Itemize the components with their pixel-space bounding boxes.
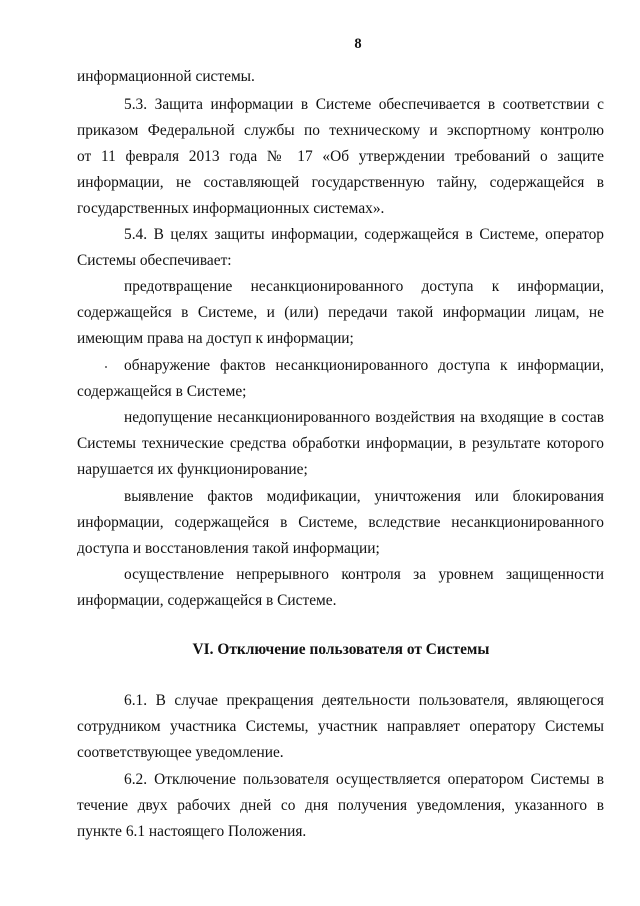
text-line: приказом Федеральной службы по техническому и экспортному контролю	[77, 122, 604, 139]
text-line: информации, содержащейся в Системе, вследствие несанкционированного	[77, 514, 604, 531]
text-line: имеющим права на доступ к информации;	[77, 330, 354, 347]
text-line: 5.3. Защита информации в Системе обеспечивается в соответствии с	[124, 96, 604, 113]
section-heading: VI. Отключение пользователя от Системы	[192, 641, 490, 658]
text-line: обнаружение фактов несанкционированного доступа к информации,	[124, 357, 604, 374]
text-line: сотрудником участника Системы, участник направляет оператору Системы	[77, 718, 604, 735]
text-line: Системы технические средства обработки информации, в результате которого	[77, 435, 604, 452]
text-line: предотвращение несанкционированного доступа к информации,	[124, 278, 604, 295]
text-line: соответствующее уведомление.	[77, 744, 284, 761]
text-line: течение двух рабочих дней со дня получения уведомления, указанного в	[77, 797, 604, 814]
text-line: информации, не составляющей государственную тайну, содержащейся в	[77, 174, 604, 191]
text-line: содержащейся в Системе;	[77, 383, 247, 400]
text-line: 6.2. Отключение пользователя осуществляется оператором Системы в	[124, 771, 604, 788]
text-line: информационной системы.	[77, 68, 255, 85]
text-line: осуществление непрерывного контроля за уровнем защищенности	[124, 566, 604, 583]
text-line: 6.1. В случае прекращения деятельности пользователя, являющегося	[124, 692, 604, 709]
text-line: недопущение несанкционированного воздействия на входящие в состав	[124, 409, 604, 426]
text-line: доступа и восстановления такой информации;	[77, 540, 380, 557]
text-line: Системы обеспечивает:	[77, 252, 232, 269]
text-line: выявление фактов модификации, уничтожения или блокирования	[124, 488, 604, 505]
page-number: 8	[354, 36, 362, 52]
text-line: пункте 6.1 настоящего Положения.	[77, 823, 307, 840]
text-line: государственных информационных системах».	[77, 200, 385, 217]
text-line: информации, содержащейся в Системе.	[77, 592, 337, 609]
text-line: от 11 февраля 2013 года № 17 «Об утверждении требований о защите	[77, 148, 604, 165]
text-line: содержащейся в Системе, и (или) передачи такой информации лицам, не	[77, 304, 604, 321]
text-line: нарушается их функционирование;	[77, 461, 308, 478]
text-line: 5.4. В целях защиты информации, содержащейся в Системе, оператор	[124, 226, 604, 243]
scan-speck	[105, 366, 107, 368]
